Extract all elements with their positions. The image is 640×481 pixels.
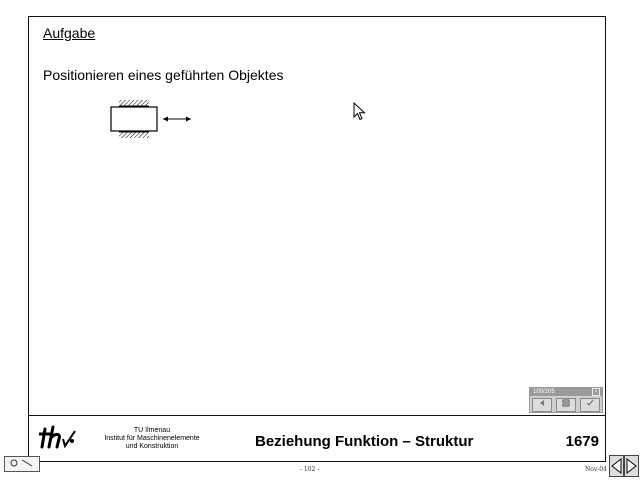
institute-line-1: Institut für Maschinenelemente bbox=[104, 435, 200, 442]
previous-page-button[interactable] bbox=[609, 455, 624, 477]
institute-text bbox=[87, 427, 217, 451]
mouse-pointer-icon bbox=[353, 102, 367, 122]
date-label: Nov-04 bbox=[585, 466, 607, 473]
presentation-nav-widget bbox=[529, 387, 603, 413]
viewer-mode-icon bbox=[8, 457, 36, 469]
slide-heading: Aufgabe bbox=[43, 25, 96, 41]
tu-ilmenau-logo bbox=[39, 425, 81, 451]
nav-menu-button[interactable] bbox=[556, 398, 576, 412]
nav-back-button[interactable] bbox=[532, 398, 552, 412]
footer-title: Beziehung Funktion – Struktur bbox=[255, 433, 474, 450]
nav-widget-titlebar bbox=[530, 388, 602, 396]
task-text: Positionieren eines geführten Objektes bbox=[43, 67, 284, 83]
close-icon[interactable]: × bbox=[592, 388, 600, 396]
next-page-button[interactable] bbox=[624, 455, 639, 477]
page-icon bbox=[562, 399, 570, 407]
slide-frame bbox=[28, 16, 606, 462]
lower-guide-hatch bbox=[119, 132, 149, 138]
next-arrow-icon bbox=[625, 456, 638, 476]
slide-number: 1679 bbox=[565, 433, 599, 450]
check-icon bbox=[586, 399, 594, 407]
previous-arrow-icon bbox=[610, 456, 623, 476]
university-name: TU Ilmenau bbox=[133, 427, 171, 434]
nav-check-button[interactable] bbox=[580, 398, 600, 412]
back-icon bbox=[538, 399, 546, 407]
guided-object-diagram bbox=[107, 97, 197, 141]
page-label: - 102 - bbox=[300, 466, 320, 473]
institute-line-2: und Konstruktion bbox=[125, 443, 179, 450]
footer-divider bbox=[29, 415, 605, 416]
viewer-mode-button[interactable] bbox=[4, 456, 40, 472]
guided-block bbox=[111, 107, 157, 131]
upper-guide-hatch bbox=[119, 100, 149, 106]
nav-counter: 100/205 bbox=[533, 389, 555, 395]
